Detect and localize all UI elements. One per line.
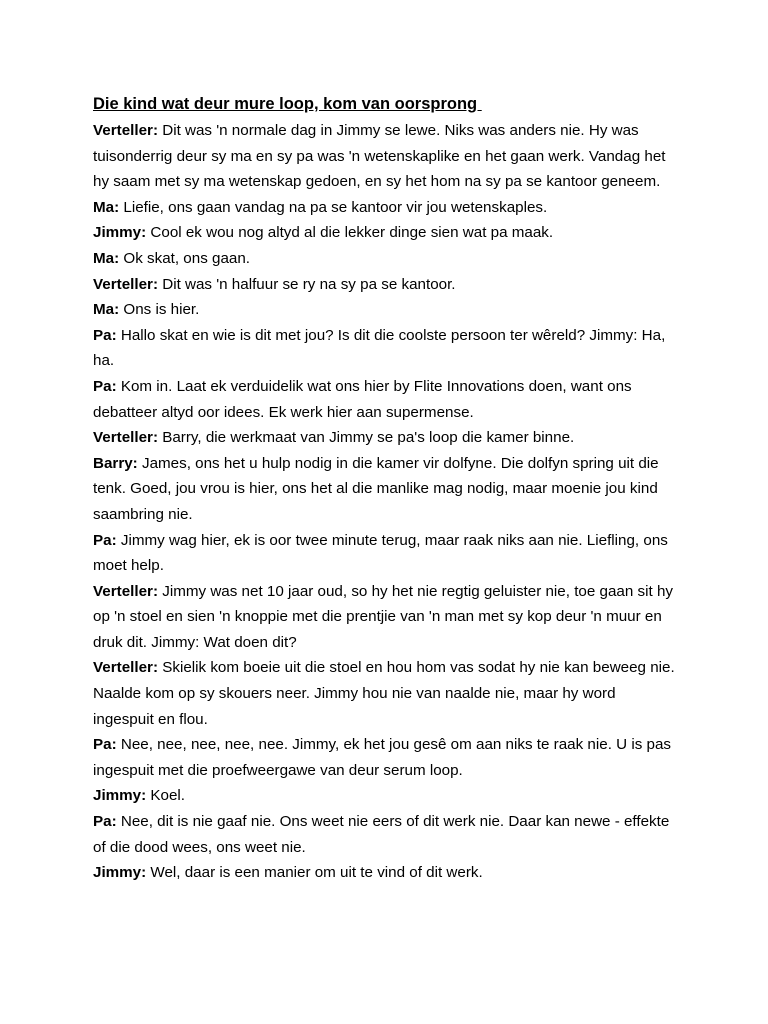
dialogue-body (93, 118, 679, 886)
dialogue-paragraph (93, 323, 679, 374)
dialogue-text: Liefie, ons gaan vandag na pa se kantoor vir jou wetenskaples. (119, 198, 548, 216)
dialogue-text: Dit was 'n halfuur se ry na sy pa se kantoor. (158, 275, 456, 293)
speaker-label: Barry: (93, 454, 138, 472)
dialogue-paragraph (93, 451, 679, 528)
speaker-label: Jimmy: (93, 787, 147, 805)
dialogue-paragraph (93, 297, 679, 323)
dialogue-text: Nee, dit is nie gaaf nie. Ons weet nie eers of dit werk nie. Daar kan newe - effekte of die dood wees, ons weet nie. (93, 813, 670, 856)
speaker-label: Verteller: (93, 659, 159, 677)
dialogue-paragraph (93, 809, 679, 860)
dialogue-paragraph (93, 246, 679, 272)
dialogue-text: Hallo skat en wie is dit met jou? Is dit die coolste persoon ter wêreld? Jimmy: Ha, ha. (93, 326, 666, 370)
speaker-label: Verteller: (93, 429, 159, 447)
document-title: Die kind wat deur mure loop, kom van oorsprong (93, 95, 482, 113)
speaker-label: Jimmy: (93, 864, 147, 882)
speaker-label: Verteller: (93, 122, 159, 139)
dialogue-text: Barry, die werkmaat van Jimmy se pa's loop die kamer binne. (158, 429, 575, 447)
dialogue-paragraph (93, 655, 679, 732)
speaker-label: Ma: (93, 198, 120, 216)
dialogue-text: Nee, nee, nee, nee, nee. Jimmy, ek het jou gesê om aan niks te raak nie. U is pas ingespuit met die proefweergawe van deur serum loop. (93, 736, 672, 779)
speaker-label: Ma: (93, 249, 120, 267)
dialogue-paragraph (93, 732, 679, 783)
speaker-label: Jimmy: (93, 224, 147, 242)
dialogue-text: Skielik kom boeie uit die stoel en hou hom vas sodat hy nie kan beweeg nie. Naalde kom op sy skouers neer. Jimmy hou nie van naalde nie, maar hy word ingespuit en flou. (93, 659, 675, 728)
dialogue-paragraph (93, 860, 679, 886)
dialogue-text: James, ons het u hulp nodig in die kamer vir dolfyne. Die dolfyn spring uit die tenk. Goed, jou vrou is hier, ons het al die manlike mag nodig, maar moenie jou kind saambring nie. (93, 454, 659, 523)
dialogue-text: Wel, daar is een manier om uit te vind of dit werk. (146, 864, 483, 882)
dialogue-text: Jimmy was net 10 jaar oud, so hy het nie regtig geluister nie, toe gaan sit hy op 'n stoel en sien 'n knoppie met die prentjie van 'n man met sy kop deur 'n muur en druk dit. Jimmy: Wat doen dit? (93, 582, 673, 651)
dialogue-text: Kom in. Laat ek verduidelik wat ons hier by Flite Innovations doen, want ons debatteer altyd oor idees. Ek werk hier aan supermense. (93, 377, 632, 421)
speaker-label: Pa: (93, 813, 117, 831)
dialogue-paragraph (93, 528, 679, 579)
dialogue-paragraph (93, 374, 679, 425)
dialogue-paragraph (93, 118, 679, 195)
dialogue-text: Koel. (146, 787, 186, 805)
dialogue-text: Ok skat, ons gaan. (119, 249, 251, 267)
dialogue-text: Dit was 'n normale dag in Jimmy se lewe. Niks was anders nie. Hy was tuisonderrig deur sy ma en sy pa was 'n wetenskaplike en het gaan werk. Vandag het hy saam met sy ma wetenskap gedoen, en sy het hom na sy pa se kantoor geneem. (93, 122, 666, 191)
dialogue-text: Ons is hier. (119, 301, 200, 319)
dialogue-paragraph (93, 579, 679, 656)
speaker-label: Pa: (93, 377, 117, 395)
speaker-label: Verteller: (93, 582, 159, 600)
speaker-label: Ma: (93, 301, 120, 319)
speaker-label: Pa: (93, 326, 117, 344)
speaker-label: Verteller: (93, 275, 159, 293)
dialogue-paragraph (93, 272, 679, 298)
speaker-label: Pa: (93, 531, 117, 549)
speaker-label: Pa: (93, 736, 117, 754)
dialogue-text: Cool ek wou nog altyd al die lekker dinge sien wat pa maak. (146, 224, 554, 242)
dialogue-paragraph (93, 783, 679, 809)
dialogue-paragraph (93, 195, 679, 221)
dialogue-text: Jimmy wag hier, ek is oor twee minute terug, maar raak niks aan nie. Liefling, ons moet help. (93, 531, 668, 575)
dialogue-paragraph (93, 425, 679, 451)
dialogue-paragraph (93, 220, 679, 246)
